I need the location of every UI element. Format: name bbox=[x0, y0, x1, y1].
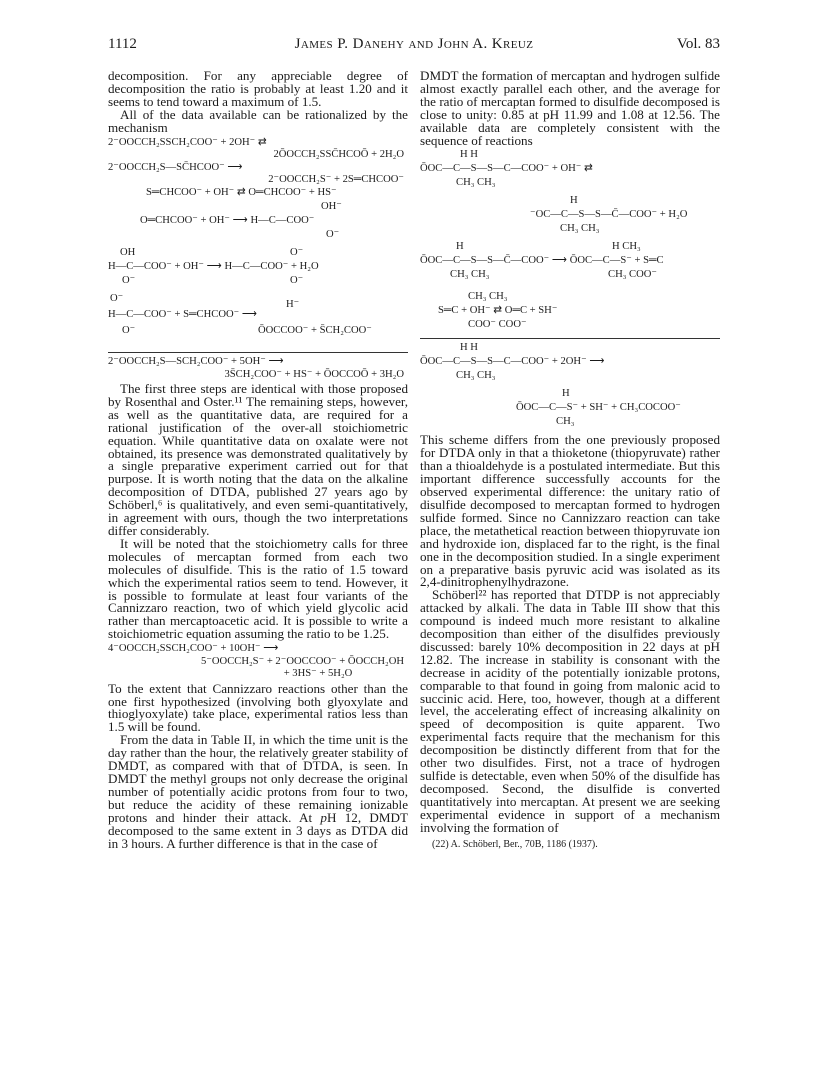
equation-line: 3S̄CH₂COO⁻ + HS⁻ + ŌOCCOŌ + 3H₂O bbox=[224, 368, 404, 380]
text-run: From the data in Table II, in which the time unit is the day rather than the hour, the relatively greater stability of DMDT, as compared with that of DTDA, is seen. In DMDT the methyl groups not only decrease the original number of potentially acidic protons from four to two, but reduce the acidity of these remaining ionizable protons and hinder their attack. At bbox=[108, 732, 408, 825]
paragraph: To the extent that Cannizzaro reactions other than the one first hypothesized (involving both glyoxylate and thioglyoxylate) take place, experimental ratios less than 1.5 will be found. bbox=[108, 680, 408, 735]
footnote: (22) A. Schöberl, Ber., 70B, 1186 (1937). bbox=[432, 838, 598, 850]
paragraph: The first three steps are identical with those proposed by Rosenthal and Oster.¹¹ The remaining steps, however, as well as the quantitative data, are required for a rational justification of the over-all stoichiometric equation. While quantitative data on oxalate were not obtained, its presence was demonstrated qualitatively by a single preparative experiment carried out for that purpose. It is worth noting that the data on the alkaline decomposition of DTDA, published 27 years ago by Schöberl,⁶ is qualitatively, and even semi-quantitatively, in agreement with ours, though the two interpretations differ considerably. bbox=[108, 381, 408, 538]
equation-line: + 3HS⁻ + 5H₂O bbox=[283, 668, 353, 680]
structure-label: COO⁻ COO⁻ bbox=[468, 319, 527, 331]
structure-label: CH₃ COO⁻ bbox=[608, 269, 658, 281]
running-head-authors: James P. Danehy and John A. Kreuz bbox=[294, 36, 534, 52]
structure-label: OH⁻ bbox=[321, 201, 342, 213]
volume-label: Vol. 83 bbox=[676, 36, 720, 52]
structure-label: H CH₃ bbox=[612, 241, 641, 253]
structure-label: H⁻ bbox=[286, 299, 300, 311]
scheme-step-1 bbox=[420, 149, 720, 193]
page-header bbox=[108, 36, 720, 58]
structure-label: CH₃ CH₃ bbox=[456, 370, 496, 382]
structure-label: S═C + OH⁻ ⇄ O═C + SH⁻ bbox=[438, 305, 558, 317]
equation-line: 2⁻OOCCH₂S—SCH₂COO⁻ + 5OH⁻ ⟶ bbox=[108, 356, 284, 368]
left-column bbox=[108, 70, 408, 850]
paragraph: All of the data available can be rationalized by the mechanism bbox=[108, 106, 408, 135]
equation-line: 2⁻OOCCH₂S⁻ + 2S═CHCOO⁻ bbox=[268, 174, 404, 186]
structure-label: H bbox=[570, 195, 578, 207]
structure-label: CH₃ CH₃ bbox=[450, 269, 490, 281]
structure-label: H bbox=[562, 388, 570, 400]
structure-label: H—C—COO⁻ + OH⁻ ⟶ H—C—COO⁻ + H₂O bbox=[108, 261, 319, 273]
equation-rule bbox=[420, 338, 720, 339]
structure-label: CH₃ CH₃ bbox=[468, 291, 508, 303]
equation-rule bbox=[108, 352, 408, 353]
equation-1 bbox=[108, 137, 408, 200]
structure-label: ŌOC—C—S—S—C—COO⁻ + OH⁻ ⇄ bbox=[420, 163, 593, 175]
structure-label: H H bbox=[460, 149, 478, 161]
structure-label: O⁻ bbox=[290, 247, 304, 259]
scheme-step-4 bbox=[420, 291, 720, 335]
text-run: p bbox=[320, 809, 327, 825]
structure-label: O⁻ bbox=[110, 293, 124, 305]
structure-label: O⁻ bbox=[122, 275, 136, 287]
structure-label: O⁻ bbox=[326, 229, 340, 241]
structure-label: ŌOC—C—S⁻ + SH⁻ + CH₃COCOO⁻ bbox=[516, 402, 681, 414]
scheme-overall bbox=[420, 342, 720, 386]
paragraph: Schöberl²² has reported that DTDP is not appreciably attacked by alkali. The data in Table III show that this compound is indeed much more resistant to alkaline decomposition than either of the disulfides previously discussed: barely 10% decomposition in 22 days at pH 12.82. The increase in stability is consonant with the decrease in acidity of the potentially ionizable protons, comparable to that found in going from malonic acid to succinic acid. Here, too, however, though at a different level, the accelerating effect of increasing alkalinity on speed of decomposition is quite apparent. Two experimental facts require that the mechanism for this decomposition be distinctly different from that for the other two disulfides. First, not a trace of hydrogen sulfide is detectable, even when 50% of the disulfide has decomposed. Second, the disulfide is converted quantitatively into mercaptan. At present we are seeking experimental evidence in support of a mechanism involving the formation of bbox=[420, 587, 720, 835]
structure-label: OH bbox=[120, 247, 136, 259]
structure-label: CH₃ CH₃ bbox=[456, 177, 496, 189]
equation-line: 2⁻OOCCH₂S—SC̄HCOO⁻ ⟶ bbox=[108, 161, 243, 173]
equation-line: 4⁻OOCCH₂SSCH₂COO⁻ + 10OH⁻ ⟶ bbox=[108, 643, 279, 655]
structure-label: O⁻ bbox=[122, 325, 136, 337]
equation-line: 2ŌOCCH₂SSC̄HCOŌ + 2H₂O bbox=[273, 149, 404, 161]
structure-label: CH₃ CH₃ bbox=[560, 223, 600, 235]
structure-label: ŌOCCOO⁻ + S̄CH₂COO⁻ bbox=[258, 325, 372, 337]
structure-label: O⁻ bbox=[290, 275, 304, 287]
structure-label: ŌOC—C—S—S—C̄—COO⁻ ⟶ ŌOC—C—S⁻ + S═C bbox=[420, 255, 664, 267]
equation-hydride-transfer bbox=[108, 293, 408, 349]
paragraph: It will be noted that the stoichiometry calls for three molecules of mercaptan formed from each two molecules of disulfide. This is the ratio of 1.5 toward which the experimental ratios seem to tend. However, it is possible to formulate at least four variants of the Cannizzaro reaction, two of which yield glycolic acid rather than mercaptoacetic acid. It is possible to write a stoichiometric equation assuming the ratio to be 1.25. bbox=[108, 535, 408, 642]
equation-glyoxylate-hydration bbox=[108, 201, 408, 243]
structure-label: H H bbox=[460, 342, 478, 354]
paragraph: DMDT the formation of mercaptan and hydrogen sulfide almost exactly parallel each other, and the average for the ratio of mercaptan formed to disulfide decomposed is close to unity: 0.85 at pH 11.99 and 1.08 at 12.56. The available data are completely consistent with the sequence of reactions bbox=[420, 68, 720, 148]
equation-overall bbox=[108, 356, 408, 381]
scheme-step-3 bbox=[420, 241, 720, 289]
equation-ratio-125 bbox=[108, 643, 408, 681]
paragraph bbox=[108, 734, 408, 850]
structure-label: H bbox=[456, 241, 464, 253]
equation-line: S═CHCOO⁻ + OH⁻ ⇄ O═CHCOO⁻ + HS⁻ bbox=[146, 186, 337, 198]
scheme-step-2 bbox=[420, 195, 720, 239]
structure-label: ŌOC—C—S—S—C—COO⁻ + 2OH⁻ ⟶ bbox=[420, 356, 605, 368]
paragraph: This scheme differs from the one previously proposed for DTDA only in that a thioketone (thiopyruvate) rather than a thioaldehyde is a postulated intermediate. But this important difference successfully accounts for the observed experimental difference: the unitary ratio of disulfide decomposed to mercaptan formed to hydrogen sulfide formed. Since no Cannizzaro reaction can take place, the metathetical reaction between thiopyruvate ion and hydroxide ion, displaced far to the right, is the final one in the decomposition studied. In a single experiment on a preparative basis pyruvic acid was isolated as its 2,4-dinitrophenylhydrazone. bbox=[420, 432, 720, 590]
equation-deprotonation bbox=[108, 245, 408, 291]
structure-label: O═CHCOO⁻ + OH⁻ ⟶ H—C—COO⁻ bbox=[140, 215, 315, 227]
structure-label: CH₃ bbox=[556, 416, 575, 428]
structure-label: ⁻OC—C—S—S—C̄—COO⁻ + H₂O bbox=[530, 209, 688, 221]
scheme-overall-products bbox=[420, 388, 720, 432]
right-column bbox=[420, 70, 720, 851]
paragraph: decomposition. For any appreciable degree of decomposition the ratio is probably at least 1.20 and it seems to tend toward a maximum of 1.5. bbox=[108, 68, 408, 109]
page-number: 1112 bbox=[108, 36, 137, 52]
text-run: H 12, DMDT decomposed to the same extent in 3 days as DTDA did in 3 hours. A further difference is that in the case of bbox=[108, 809, 408, 851]
equation-line: 2⁻OOCCH₂SSCH₂COO⁻ + 2OH⁻ ⇄ bbox=[108, 136, 267, 148]
equation-line: 5⁻OOCCH₂S⁻ + 2⁻OOCCOO⁻ + ŌOCCH₂OH bbox=[201, 655, 404, 667]
structure-label: H—C—COO⁻ + S═CHCOO⁻ ⟶ bbox=[108, 309, 258, 321]
